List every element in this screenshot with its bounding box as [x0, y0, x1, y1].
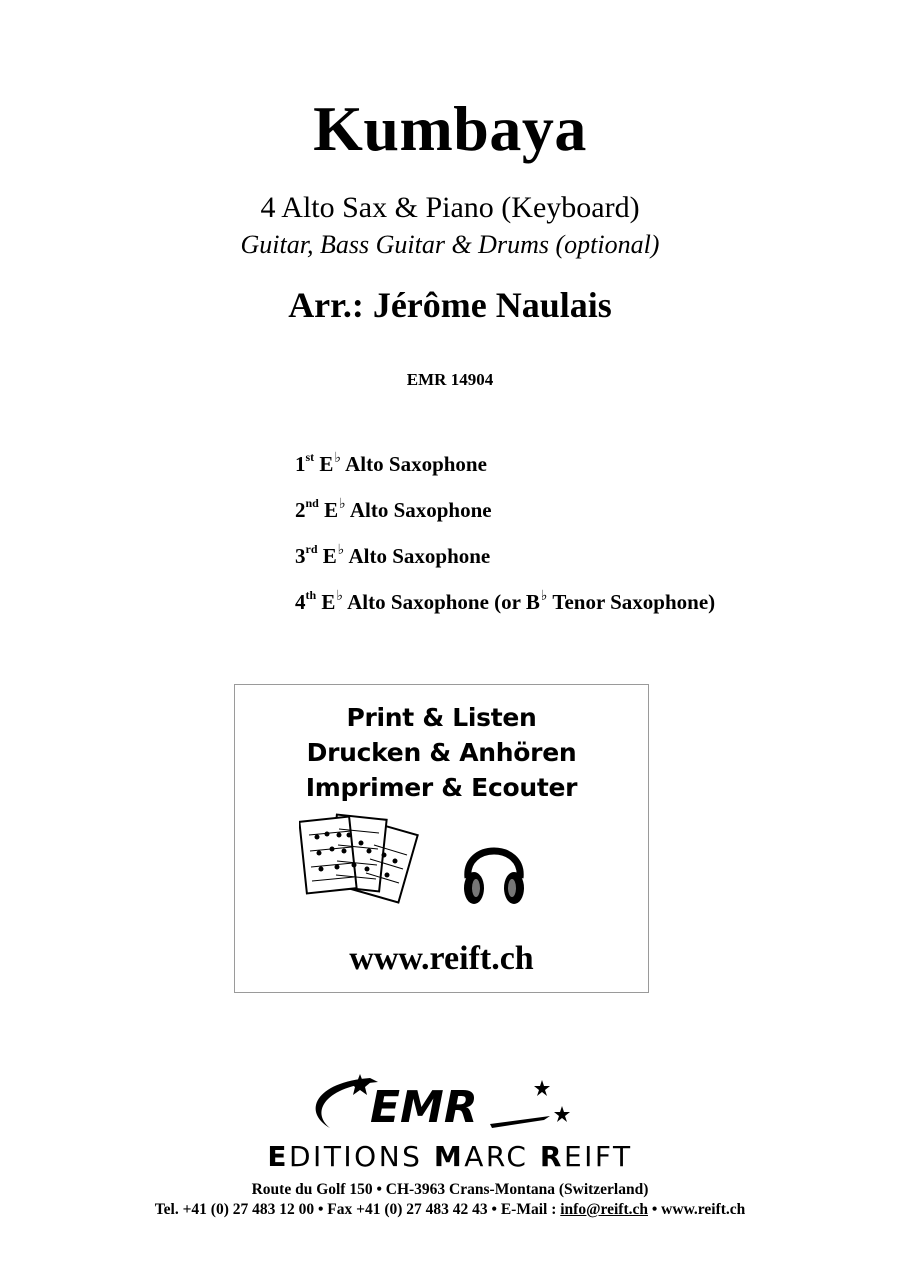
part-item: 4th E♭ Alto Saxophone (or B♭ Tenor Saxophone)	[295, 588, 716, 614]
sheet-music-icon	[299, 813, 439, 913]
arranger: Arr.: Jérôme Naulais	[288, 285, 612, 325]
flat-icon: ♭	[337, 543, 345, 558]
promo-line-en: Print & Listen	[346, 703, 537, 732]
part-item: 1st E♭ Alto Saxophone	[295, 450, 487, 476]
headphones-icon	[459, 832, 529, 912]
catalog-number: EMR 14904	[406, 370, 494, 389]
promo-url: www.reift.ch	[349, 940, 534, 977]
flat-icon: ♭	[334, 451, 342, 466]
flat-icon: ♭	[336, 589, 344, 604]
emr-logo-text: EMR	[370, 1082, 478, 1133]
part-item: 3rd E♭ Alto Saxophone	[295, 542, 491, 568]
instrumentation: 4 Alto Sax & Piano (Keyboard)	[260, 191, 640, 224]
part-item: 2nd E♭ Alto Saxophone	[295, 496, 492, 522]
emr-logo	[300, 1072, 600, 1134]
print-listen-box	[234, 684, 649, 993]
title: Kumbaya	[313, 93, 587, 164]
email-link[interactable]: info@reift.ch	[560, 1201, 648, 1218]
publisher-name: EDITIONS MARC REIFT	[267, 1140, 633, 1173]
flat-icon: ♭	[339, 497, 346, 512]
promo-line-fr: Imprimer & Ecouter	[305, 773, 578, 802]
optional-instruments: Guitar, Bass Guitar & Drums (optional)	[240, 230, 660, 259]
publisher-address: Route du Golf 150 • CH-3963 Crans-Montana (Switzerland)	[251, 1181, 649, 1198]
publisher-contact: Tel. +41 (0) 27 483 12 00 • Fax +41 (0) 27 483 42 43 • E-Mail : info@reift.ch • www.reift.ch	[154, 1201, 746, 1218]
promo-line-de: Drucken & Anhören	[306, 738, 577, 767]
flat-icon: ♭	[540, 589, 548, 604]
